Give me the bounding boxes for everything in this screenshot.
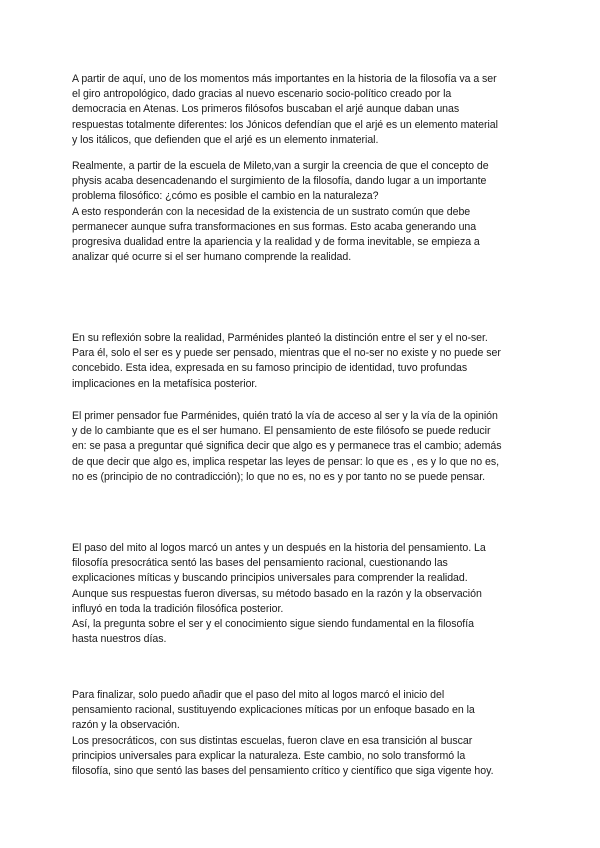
text-line: razón y la observación.	[72, 719, 180, 732]
text-line: progresiva dualidad entre la apariencia y la realidad y de forma inevitable, se empieza a	[72, 236, 480, 249]
text-line: principios universales para explicar la naturaleza. Este cambio, no solo transformó la	[72, 749, 466, 762]
text-line: problema filosófico: ¿cómo es posible el cambio en la naturaleza?	[72, 190, 379, 203]
text-line: A partir de aquí, uno de los momentos más importantes en la historia de la filosofía va a ser	[72, 73, 497, 85]
text-line: Para él, solo el ser es y puede ser pensado, mientras que el no-ser no existe y no puede ser	[72, 347, 501, 360]
text-line: En su reflexión sobre la realidad, Parménides planteó la distinción entre el ser y el no-ser.	[72, 332, 488, 344]
text-line: y los itálicos, que defienden que el arjé es un elemento inmaterial.	[72, 133, 379, 146]
paragraph-giro-antropologico	[72, 72, 534, 148]
paragraph-primer-pensador	[72, 409, 534, 485]
text-line: implicaciones en la metafísica posterior.	[72, 377, 258, 390]
text-line: en: se pasa a preguntar qué significa decir que algo es y permanece tras el cambio; además	[72, 440, 502, 453]
text-line: influyó en toda la tradición filosófica posterior.	[72, 602, 284, 615]
text-line: de que decir que algo es, implica respetar las leyes de pensar: lo que es , es y lo que no es,	[72, 455, 499, 468]
paragraph-mito-logos	[72, 541, 534, 647]
text-line: Realmente, a partir de la escuela de Mileto,van a surgir la creencia de que el concepto de	[72, 160, 489, 172]
text-line: Para finalizar, solo puedo añadir que el paso del mito al logos marcó el inicio del	[72, 689, 445, 701]
text-line: filosofía presocrática sentó las bases del pensamiento racional, cuestionando las	[72, 557, 448, 570]
text-line: explicaciones míticas y buscando principios universales para comprender la realidad.	[72, 572, 468, 585]
text-line: El paso del mito al logos marcó un antes y un después en la historia del pensamiento. La	[72, 542, 486, 554]
paragraph-parmenides-reflexion	[72, 331, 534, 392]
text-line: democracia en Atenas. Los primeros filósofos buscaban el arjé aunque daban unas	[72, 103, 460, 116]
text-line: respuestas totalmente diferentes: los Jónicos defendían que el arjé es un elemento material	[72, 118, 498, 131]
text-line: concebido. Esta idea, expresada en su famoso principio de identidad, tuvo profundas	[72, 362, 468, 375]
text-line: el giro antropológico, dado gracias al nuevo escenario socio-político creado por la	[72, 88, 452, 101]
text-line: Los presocráticos, con sus distintas escuelas, fueron clave en esa transición al buscar	[72, 734, 473, 747]
text-line: hasta nuestros días.	[72, 633, 167, 646]
text-line: pensamiento racional, sustituyendo explicaciones míticas por un enfoque basado en la	[72, 704, 475, 717]
text-line: analizar qué ocurre si el ser humano comprende la realidad.	[72, 251, 352, 264]
text-line: Así, la pregunta sobre el ser y el conocimiento sigue siendo fundamental en la filosofía	[72, 618, 474, 631]
paragraph-conclusion	[72, 688, 534, 779]
text-line: permanecer aunque sufra transformaciones en sus formas. Esto acaba generando una	[72, 220, 477, 233]
text-line: y de lo cambiante que es el ser humano. El pensamiento de este filósofo se puede reducir	[72, 425, 491, 438]
text-line: no es (principio de no contradicción); lo que no es, no es y por tanto no se puede pensar.	[72, 470, 486, 483]
text-line: physis acaba desencadenando el surgimiento de la filosofía, dando lugar a un importante	[72, 175, 487, 188]
paragraph-escuela-mileto	[72, 159, 534, 265]
text-line: filosofía, sino que sentó las bases del pensamiento crítico y científico que siga vigente hoy.	[72, 765, 494, 778]
text-line: El primer pensador fue Parménides, quién trató la vía de acceso al ser y la vía de la opinión	[72, 410, 498, 422]
text-line: Aunque sus respuestas fueron diversas, su método basado en la razón y la observación	[72, 587, 482, 600]
text-line: A esto responderán con la necesidad de la existencia de un sustrato común que debe	[72, 205, 471, 218]
